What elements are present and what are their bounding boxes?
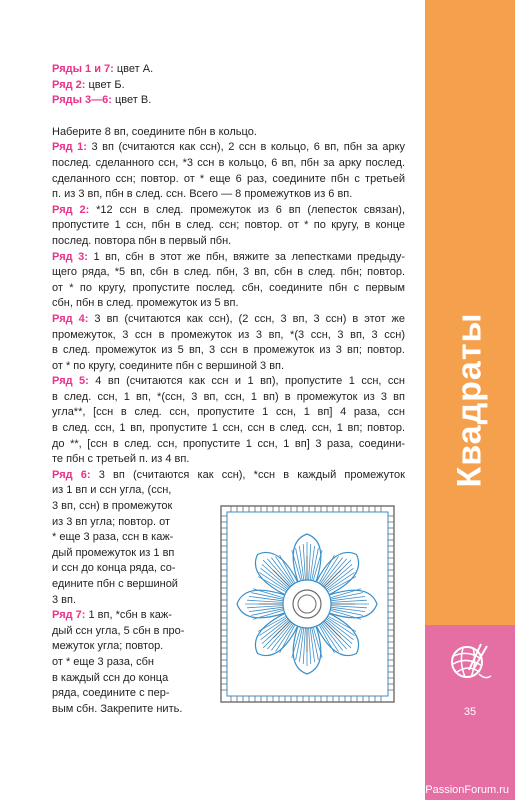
row-line: Ряд 6: 3 вп (считаются как ссн), *ссн в каждый промежуток xyxy=(52,468,405,481)
row-line: и ссн до конца ряда, со- xyxy=(52,562,176,575)
row-line: из 3 вп угла; повтор. от xyxy=(52,515,171,528)
petal xyxy=(237,589,285,619)
row-line: пропустите 1 ссн, пбн в след. ссн; повтор. от * по кругу, в конце xyxy=(52,219,405,232)
row-line: в след. ссн, 1 вп, пропустите 1 ссн, ссн в след. ссн, 1 вп; повтор. xyxy=(52,422,405,435)
petal xyxy=(292,534,322,582)
row-line: угла**, [ссн в след. ссн, пропустите 1 ссн, 1 вп] 4 раза, ссн xyxy=(52,406,405,419)
row-line: Ряд 5: 4 вп (считаются как ссн и 1 вп), пропустите 1 ссн, ссн xyxy=(52,375,405,388)
row-line: те пбн с третьей п. из 4 вп. xyxy=(52,453,190,466)
row-line: Ряд 1: 3 вп (считаются как ссн), 2 ссн в кольцо, 6 вп, пбн за арку xyxy=(52,141,405,154)
row-line: Ряд 2: *12 ссн в след. промежуток из 6 вп (лепесток связан), xyxy=(52,203,406,216)
petal xyxy=(329,589,377,619)
row-line: в след. промежуток из 5 вп, 3 ссн в промежуток из 3 вп; повтор. xyxy=(52,344,405,357)
row-line: в след. ссн, 1 вп, *(ссн, 3 вп, ссн, 1 вп) в промежуток из 3 вп xyxy=(52,390,405,403)
crochet-square-diagram xyxy=(215,500,400,708)
row-line: от * по кругу, соедините пбн с вершиной 3 вп. xyxy=(52,359,285,372)
intro-line: Ряды 1 и 7: цвет А. xyxy=(52,63,154,75)
yarn-ball-icon xyxy=(445,640,495,684)
intro-line: Ряд 2: цвет Б. xyxy=(52,78,125,91)
row-line: дый промежуток из 1 вп xyxy=(52,546,175,559)
row-line: межуток угла; повтор. xyxy=(52,640,164,653)
row-line: 3 вп, ссн) в промежуток xyxy=(52,500,173,513)
row-line: из 1 вп и ссн угла, (ссн, xyxy=(52,484,172,497)
row-line: промежуток, 3 ссн в промежуток из 3 вп, *(3 ссн, 3 вп, 3 ссн) xyxy=(52,328,405,341)
row-line: 3 вп. xyxy=(52,593,77,606)
row-line: сбн, пбн в след. промежуток из 5 вп. xyxy=(52,297,239,310)
row-line: п. из 3 вп, пбн в след. ссн. Всего — 8 промежутков из 6 вп. xyxy=(52,188,353,201)
row-line: щего ряда, *5 вп, сбн в след. пбн, 3 вп, сбн в след. пбн; повтор. xyxy=(52,266,405,279)
row-line: вым сбн. Закрепите нить. xyxy=(52,702,183,715)
row-line: Ряд 3: 1 вп, сбн в этот же пбн, вяжите за лепестками предыду- xyxy=(52,250,405,263)
watermark: PassionForum.ru xyxy=(425,784,509,796)
row-line: послед. сделанного ссн, *3 ссн в кольцо, 6 вп, пбн за арку послед. xyxy=(52,156,405,169)
petal xyxy=(292,626,322,674)
row-line: дый ссн угла, 5 сбн в про- xyxy=(52,624,185,637)
row-line: едините пбн с вершиной xyxy=(52,578,178,590)
row-line: послед. повтора пбн в первый пбн. xyxy=(52,234,232,247)
row-line: до **, [ссн в след. ссн, пропустите 1 ссн, 1 вп] 3 раза, соедини- xyxy=(52,437,405,450)
row-line: в каждый ссн до конца xyxy=(52,671,169,684)
row-line: от * еще 3 раза, сбн xyxy=(52,655,154,668)
row-line: сделанного ссн; повтор. от * еще 6 раз, соедините пбн с третьей xyxy=(52,172,405,185)
chapter-sidebar: Квадраты 35 xyxy=(425,0,515,800)
cast-on-text: Наберите 8 вп, соедините пбн в кольцо. xyxy=(52,125,257,138)
row-line: * еще 3 раза, ссн в каж- xyxy=(52,531,174,544)
page-number: 35 xyxy=(463,706,477,718)
row-line: Ряд 4: 3 вп (считаются как ссн), (2 ссн, 3 вп, 3 ссн) в этот же xyxy=(52,312,405,325)
center-ring xyxy=(283,580,331,628)
row-line: от * по кругу, пропустите послед. сбн, соедините пбн с первым xyxy=(52,281,405,294)
row-line: Ряд 7: 1 вп, *сбн в каж- xyxy=(52,609,172,622)
row-line: ряда, соедините с пер- xyxy=(52,687,170,700)
intro-line: Ряды 3—6: цвет В. xyxy=(52,94,152,107)
